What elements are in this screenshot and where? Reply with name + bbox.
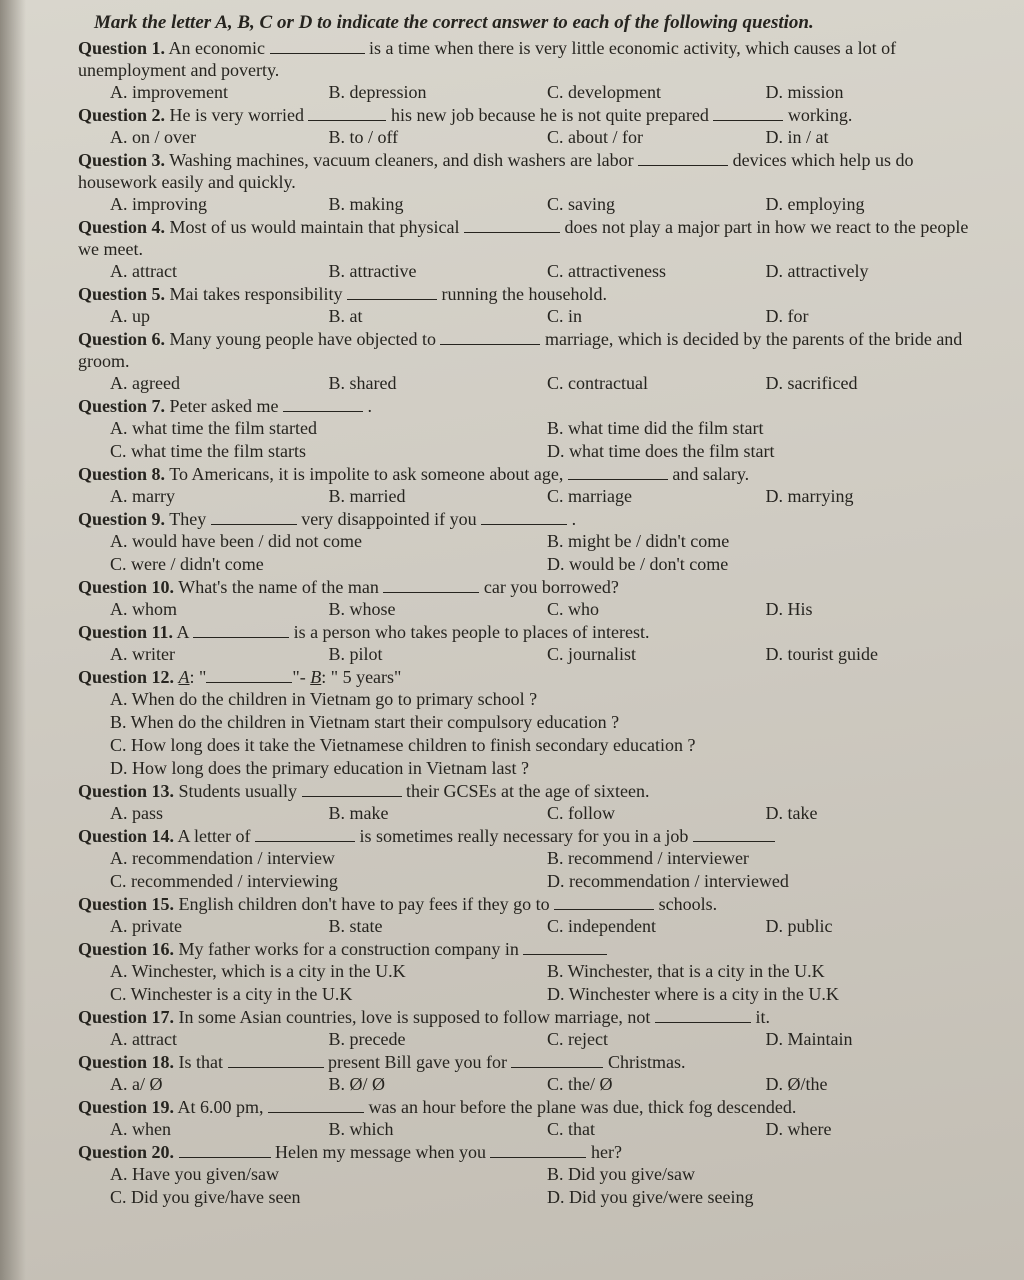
question-number: Question 20. [78,1142,175,1162]
option-b[interactable]: B. depression [328,82,427,102]
answer-options [78,598,984,621]
answer-blank [655,1008,751,1023]
stem-text-before: They [169,509,207,529]
option-d[interactable]: D. marrying [765,486,854,506]
answer-options [78,126,984,149]
option-b[interactable]: B. state [328,916,383,936]
option-a[interactable]: A. whom [110,599,177,619]
answer-blank [228,1053,324,1068]
question-stem [78,576,984,598]
question-number: Question 17. [78,1007,175,1027]
question-stem [78,395,984,417]
option-c[interactable]: C. Winchester is a city in the U.K [110,984,353,1004]
page-edge-shadow [0,0,26,1280]
question-stem [78,1006,984,1028]
question-stem [78,1051,984,1073]
answer-blank [255,827,355,842]
speaker-a-label: A [178,667,190,687]
question-number: Question 7. [78,396,166,416]
option-d[interactable]: D. Did you give/were seeing [547,1187,754,1207]
option-d[interactable]: D. attractively [765,261,869,281]
option-d[interactable]: D. public [765,916,833,936]
option-a[interactable]: A. pass [110,803,163,823]
option-d[interactable]: D. mission [765,82,844,102]
stem-text-after: . [367,396,372,416]
answer-blank [211,510,297,525]
stem-text-after: is a person who takes people to places of interest. [293,622,650,642]
question-number: Question 15. [78,894,175,914]
stem-text-after: is a time when there is very little economic activity, which causes a lot of unemployment and poverty. [78,38,897,80]
option-d[interactable]: D. How long does the primary education in Vietnam last ? [110,758,529,778]
stem-text-after: car you borrowed? [483,577,619,597]
option-a[interactable]: A. when [110,1119,171,1139]
answer-blank [268,1098,364,1113]
option-a[interactable]: A. attract [110,261,177,281]
option-c[interactable]: C. who [547,599,600,619]
option-a[interactable]: A. attract [110,1029,177,1049]
option-d[interactable]: D. where [765,1119,832,1139]
question-3 [78,149,984,216]
speaker-a-close: "- [292,667,306,687]
question-5 [78,283,984,328]
question-18 [78,1051,984,1096]
question-19 [78,1096,984,1141]
stem-text-after: was an hour before the plane was due, thick fog descended. [368,1097,797,1117]
answer-blank [193,623,289,638]
question-20 [78,1141,984,1209]
answer-options [78,372,984,395]
stem-text-before: Students usually [178,781,298,801]
question-11 [78,621,984,666]
option-b[interactable]: B. married [328,486,406,506]
stem-text-after: schools. [658,894,718,914]
option-b[interactable]: B. which [328,1119,394,1139]
answer-options [78,960,984,1006]
stem-text-middle: Helen my message when you [275,1142,486,1162]
option-d[interactable]: D. sacrificed [765,373,858,393]
stem-text-before: Mai takes responsibility [169,284,343,304]
option-c[interactable]: C. follow [547,803,616,823]
option-c[interactable]: C. about / for [547,127,643,147]
option-d[interactable]: D. His [765,599,813,619]
question-stem [78,893,984,915]
stem-text-before: A letter of [177,826,251,846]
option-c[interactable]: C. development [547,82,661,102]
option-d[interactable]: D. for [765,306,809,326]
option-a[interactable]: A. improvement [110,82,228,102]
answer-options [78,417,984,463]
option-b[interactable]: B. Ø/ Ø [328,1074,386,1094]
question-10 [78,576,984,621]
option-b[interactable]: B. whose [328,599,396,619]
question-number: Question 9. [78,509,166,529]
stem-text-before: My father works for a construction company in [178,939,519,959]
answer-blank [206,668,292,683]
stem-text-before: At 6.00 pm, [177,1097,264,1117]
question-stem [78,104,984,126]
option-a[interactable]: A. up [110,306,150,326]
option-b[interactable]: B. make [328,803,389,823]
answer-blank [638,151,728,166]
option-b[interactable]: B. pilot [328,644,383,664]
question-number: Question 8. [78,464,166,484]
question-stem [78,666,984,688]
question-8 [78,463,984,508]
question-number: Question 12. [78,667,175,687]
answer-options [78,485,984,508]
stem-text-after: her? [590,1142,622,1162]
question-number: Question 5. [78,284,166,304]
question-stem [78,825,984,847]
option-b[interactable]: B. might be / didn't come [547,531,730,551]
option-a[interactable]: A. would have been / did not come [110,531,362,551]
answer-options [78,193,984,216]
question-stem [78,283,984,305]
answer-options [78,688,984,780]
stem-text-before: What's the name of the man [178,577,379,597]
option-a[interactable]: A. agreed [110,373,180,393]
answer-options [78,847,984,893]
question-16 [78,938,984,1006]
answer-blank [568,465,668,480]
answer-blank [481,510,567,525]
question-number: Question 3. [78,150,166,170]
answer-blank [554,895,654,910]
stem-text-after: . [571,509,577,529]
answer-blank [693,827,775,842]
option-b[interactable]: B. precede [328,1029,406,1049]
stem-text-before: A [176,622,189,642]
option-a[interactable]: A. writer [110,644,175,664]
option-d[interactable]: D. Winchester where is a city in the U.K [547,984,839,1004]
speaker-b-answer: : " 5 years" [321,667,402,687]
question-17 [78,1006,984,1051]
stem-text-after: it. [755,1007,770,1027]
stem-text-middle: present Bill gave you for [328,1052,507,1072]
stem-text-after: devices which help us do housework easily and quickly. [78,150,914,192]
stem-text-after: working. [787,105,853,125]
option-b[interactable]: B. what time did the film start [547,418,764,438]
option-c[interactable]: C. attractiveness [547,261,666,281]
question-number: Question 2. [78,105,166,125]
question-4 [78,216,984,283]
stem-text-after: marriage, which is decided by the parents of the bride and groom. [78,329,963,371]
question-1 [78,37,984,104]
question-stem [78,216,984,260]
stem-text-before: Is that [178,1052,224,1072]
stem-text-middle: his new job because he is not quite prepared [390,105,709,125]
answer-blank [302,782,402,797]
option-b[interactable]: B. shared [328,373,397,393]
stem-text-after: and salary. [672,464,750,484]
option-c[interactable]: C. that [547,1119,595,1139]
option-d[interactable]: D. in / at [765,127,829,147]
option-c[interactable]: C. contractual [547,373,648,393]
question-number: Question 6. [78,329,166,349]
option-c[interactable]: C. journalist [547,644,636,664]
question-15 [78,893,984,938]
answer-options [78,1073,984,1096]
option-d[interactable]: D. Ø/the [765,1074,828,1094]
option-a[interactable]: A. improving [110,194,207,214]
answer-options [78,1028,984,1051]
answer-blank [464,218,560,233]
option-c[interactable]: C. How long does it take the Vietnamese children to finish secondary education ? [110,735,696,755]
question-number: Question 1. [78,38,166,58]
question-list [78,37,984,1209]
question-9 [78,508,984,576]
answer-options [78,81,984,104]
answer-options [78,260,984,283]
question-stem [78,508,984,530]
stem-text-before: Peter asked me [169,396,279,416]
option-a[interactable]: A. Winchester, which is a city in the U.K [110,961,406,981]
question-number: Question 11. [78,622,174,642]
answer-blank [283,397,363,412]
stem-text-before: To Americans, it is impolite to ask someone about age, [169,464,564,484]
answer-options [78,305,984,328]
question-number: Question 13. [78,781,175,801]
option-c[interactable]: C. Did you give/have seen [110,1187,301,1207]
question-number: Question 10. [78,577,175,597]
option-a[interactable]: A. a/ Ø [110,1074,163,1094]
stem-text-middle: very disappointed if you [301,509,477,529]
option-a[interactable]: A. When do the children in Vietnam go to primary school ? [110,689,538,709]
answer-options [78,1163,984,1209]
option-d[interactable]: D. would be / don't come [547,554,729,574]
answer-options [78,530,984,576]
instructions-header: Mark the letter A, B, C or D to indicate the correct answer to each of the following question. [94,12,814,33]
answer-blank [511,1053,603,1068]
stem-text-before: He is very worried [169,105,304,125]
question-14 [78,825,984,893]
answer-options [78,1118,984,1141]
stem-text-after: Christmas. [607,1052,686,1072]
option-d[interactable]: D. recommendation / interviewed [547,871,789,891]
option-c[interactable]: C. independent [547,916,656,936]
option-b[interactable]: B. Winchester, that is a city in the U.K [547,961,825,981]
answer-options [78,802,984,825]
question-number: Question 16. [78,939,175,959]
answer-blank [179,1143,271,1158]
option-c[interactable]: C. were / didn't come [110,554,264,574]
option-d[interactable]: D. tourist guide [765,644,878,664]
option-a[interactable]: A. on / over [110,127,196,147]
question-6 [78,328,984,395]
option-b[interactable]: B. Did you give/saw [547,1164,695,1184]
option-c[interactable]: C. in [547,306,583,326]
question-number: Question 4. [78,217,166,237]
option-a[interactable]: A. recommendation / interview [110,848,335,868]
option-c[interactable]: C. marriage [547,486,632,506]
stem-text-after: running the household. [441,284,607,304]
stem-text-after: does not play a major part in how we react to the people we meet. [78,217,969,259]
answer-blank [308,106,386,121]
speaker-a-open: : " [189,667,207,687]
answer-blank [523,940,607,955]
stem-text-after: their GCSEs at the age of sixteen. [406,781,650,801]
option-d[interactable]: D. Maintain [765,1029,853,1049]
option-a[interactable]: A. Have you given/saw [110,1164,279,1184]
option-c[interactable]: C. what time the film starts [110,441,306,461]
option-c[interactable]: C. saving [547,194,616,214]
option-d[interactable]: D. employing [765,194,865,214]
stem-text-middle: is sometimes really necessary for you in a job [359,826,689,846]
stem-text-before: An economic [168,38,265,58]
option-b[interactable]: B. at [328,306,363,326]
option-c[interactable]: C. reject [547,1029,608,1049]
question-number: Question 19. [78,1097,175,1117]
question-number: Question 14. [78,826,175,846]
option-b[interactable]: B. making [328,194,404,214]
answer-blank [347,285,437,300]
question-stem [78,37,984,81]
option-a[interactable]: A. private [110,916,182,936]
question-stem [78,938,984,960]
answer-blank [270,39,365,54]
question-12 [78,666,984,780]
stem-text-before: English children don't have to pay fees if they go to [178,894,550,914]
speaker-b-label: B [310,667,322,687]
answer-blank [383,578,479,593]
question-stem [78,1141,984,1163]
option-a[interactable]: A. what time the film started [110,418,317,438]
option-b[interactable]: B. to / off [328,127,399,147]
stem-text-before: Washing machines, vacuum cleaners, and dish washers are labor [169,150,634,170]
question-number: Question 18. [78,1052,175,1072]
option-d[interactable]: D. take [765,803,818,823]
question-stem [78,621,984,643]
option-d[interactable]: D. what time does the film start [547,441,775,461]
option-b[interactable]: B. recommend / interviewer [547,848,749,868]
option-a[interactable]: A. marry [110,486,175,506]
answer-options [78,915,984,938]
stem-text-before: Many young people have objected to [169,329,436,349]
question-stem [78,1096,984,1118]
question-stem [78,463,984,485]
question-7 [78,395,984,463]
answer-blank [713,106,783,121]
question-stem [78,328,984,372]
option-c[interactable]: C. the/ Ø [547,1074,613,1094]
answer-blank [490,1143,586,1158]
question-13 [78,780,984,825]
option-b[interactable]: B. When do the children in Vietnam start their compulsory education ? [110,712,620,732]
stem-text-before: In some Asian countries, love is supposed to follow marriage, not [178,1007,651,1027]
option-b[interactable]: B. attractive [328,261,417,281]
answer-options [78,643,984,666]
question-stem [78,149,984,193]
stem-text-before: Most of us would maintain that physical [169,217,460,237]
question-stem [78,780,984,802]
answer-blank [440,330,540,345]
question-2 [78,104,984,149]
option-c[interactable]: C. recommended / interviewing [110,871,338,891]
